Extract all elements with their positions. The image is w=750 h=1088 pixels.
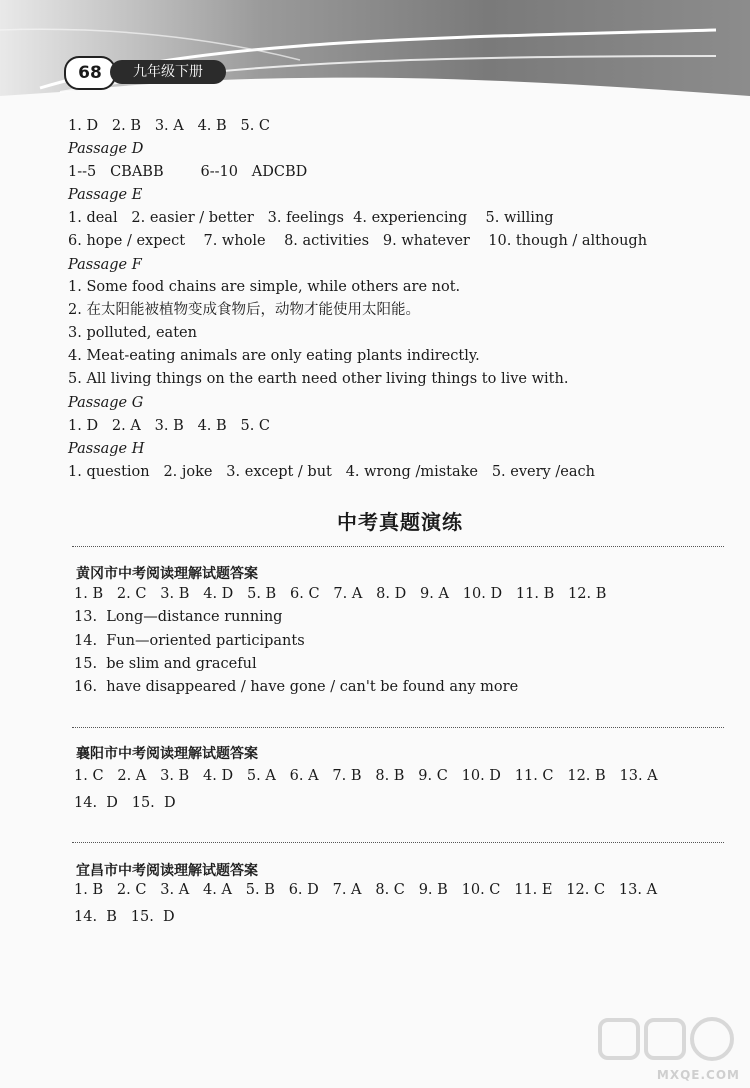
header-banner-graphic bbox=[0, 0, 750, 110]
answer-line: 14. Fun—oriented participants bbox=[74, 633, 305, 649]
answer-line: 15. be slim and graceful bbox=[74, 656, 257, 672]
group-heading: 黄冈市中考阅读理解试题答案 bbox=[76, 566, 258, 582]
answer-line: 6. hope / expect 7. whole 8. activities 9. whatever 10. though / although bbox=[68, 233, 648, 249]
passage-label: Passage D bbox=[68, 141, 144, 157]
grade-label: 九年级下册 bbox=[110, 60, 226, 84]
answer-line: 1. C 2. A 3. B 4. D 5. A 6. A 7. B 8. B 9. C 10. D 11. C 12. B 13. A bbox=[74, 768, 658, 784]
passage-label: Passage F bbox=[68, 257, 142, 273]
answer-line: 3. polluted, eaten bbox=[68, 325, 197, 341]
divider bbox=[72, 546, 724, 547]
page-header bbox=[0, 0, 750, 110]
watermark-text: MXQE.COM bbox=[656, 1068, 740, 1082]
passage-label: Passage E bbox=[68, 187, 143, 203]
answer-line: 1. Some food chains are simple, while others are not. bbox=[68, 279, 461, 295]
answer-line: 14. D 15. D bbox=[74, 795, 176, 811]
answer-line: 13. Long—distance running bbox=[74, 609, 283, 625]
answer-line: 1. deal 2. easier / better 3. feelings 4. experiencing 5. willing bbox=[68, 210, 554, 226]
group-heading: 襄阳市中考阅读理解试题答案 bbox=[76, 746, 258, 762]
answer-line: 16. have disappeared / have gone / can't be found any more bbox=[74, 679, 519, 695]
answer-line: 1. question 2. joke 3. except / but 4. wrong /mistake 5. every /each bbox=[68, 464, 595, 480]
answer-line: 4. Meat-eating animals are only eating plants indirectly. bbox=[68, 348, 480, 364]
answer-line: 1. B 2. C 3. A 4. A 5. B 6. D 7. A 8. C 9. B 10. C 11. E 12. C 13. A bbox=[74, 882, 658, 898]
page-number: 68 bbox=[64, 56, 116, 90]
answer-line: 5. All living things on the earth need other living things to live with. bbox=[68, 371, 569, 387]
passage-label: Passage G bbox=[68, 395, 144, 411]
section-title: 中考真题演练 bbox=[337, 510, 463, 534]
divider bbox=[72, 727, 724, 728]
group-heading: 宜昌市中考阅读理解试题答案 bbox=[76, 863, 258, 879]
passage-label: Passage H bbox=[68, 441, 145, 457]
answer-line: 14. B 15. D bbox=[74, 909, 175, 925]
answer-line: 1--5 CBABB 6--10 ADCBD bbox=[68, 164, 308, 180]
answer-line: 2. 在太阳能被植物变成食物后，动物才能使用太阳能。 bbox=[68, 302, 420, 318]
answer-line: 1. B 2. C 3. B 4. D 5. B 6. C 7. A 8. D 9. A 10. D 11. B 12. B bbox=[74, 586, 607, 602]
answer-line: 1. D 2. B 3. A 4. B 5. C bbox=[68, 118, 271, 134]
divider bbox=[72, 842, 724, 843]
answer-line: 1. D 2. A 3. B 4. B 5. C bbox=[68, 418, 271, 434]
